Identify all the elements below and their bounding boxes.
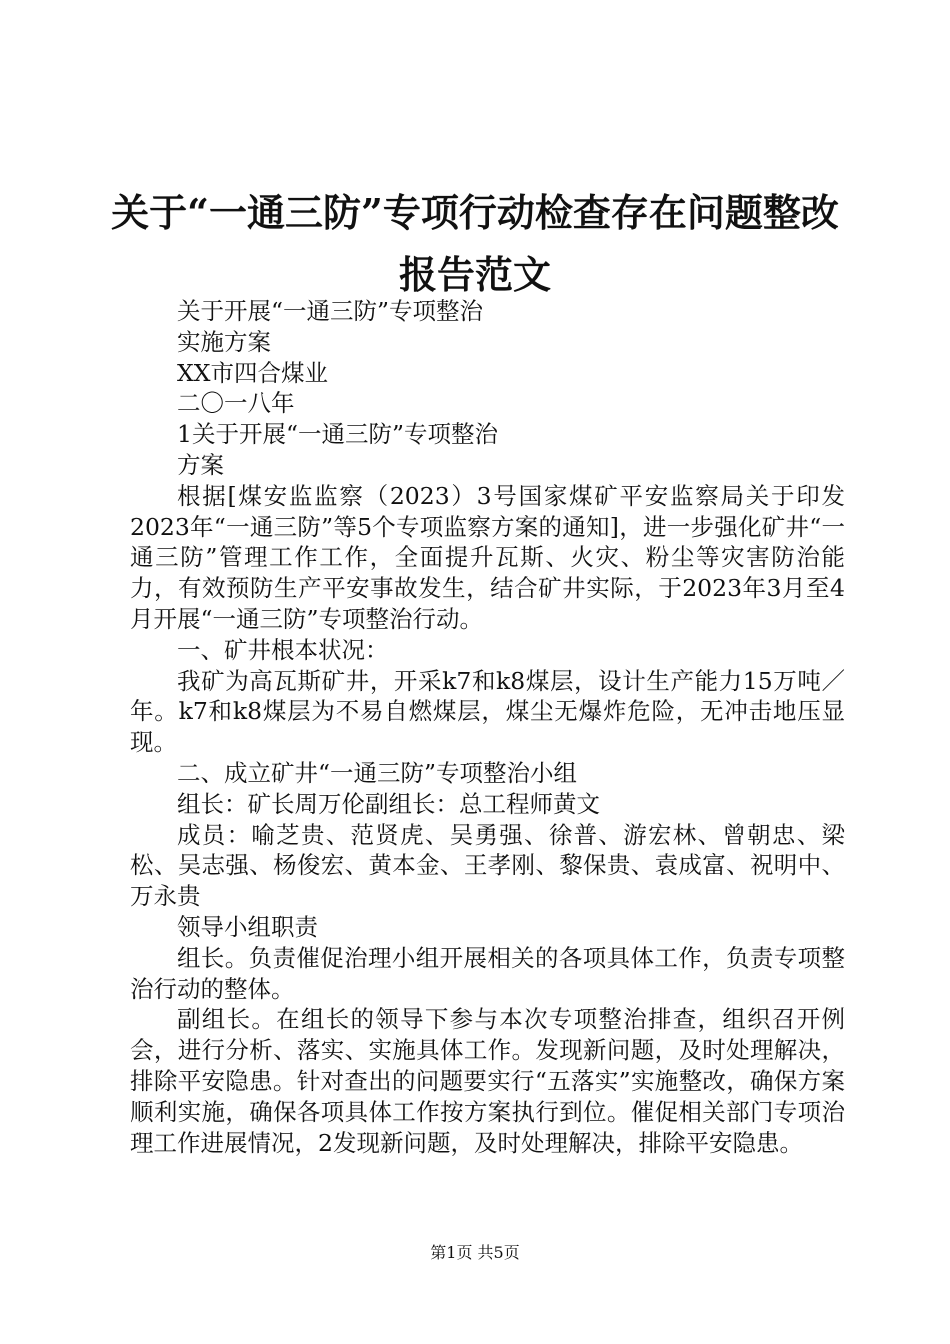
title-line-2: 报告范文 — [398, 252, 551, 297]
title-line-1: 关于“一通三防”专项行动检查存在问题整改 — [111, 190, 839, 235]
body-paragraph: 关于开展“一通三防”专项整治 — [177, 297, 484, 325]
document-body — [130, 296, 845, 1158]
body-paragraph: 方案 — [177, 450, 224, 479]
page-footer: 第1页 共5页 — [430, 1243, 520, 1262]
body-paragraph: 1关于开展“一通三防”专项整治 — [177, 420, 498, 449]
section-heading: 二、成立矿井“一通三防”专项整治小组 — [177, 758, 578, 787]
body-paragraph: 根据[煤安监监察（2023）3号国家煤矿平安监察局关于印发2023年“一通三防”等5个专项监察方案的通知]，进一步强化矿井“一通三防”管理工作工作，全面提升瓦斯、火灾、粉尘等灾害防治能力，有效预防生产平安事故发生，结合矿井实际，于2023年3月至4月开展“一通三防”专项整治行动。 — [130, 481, 845, 633]
body-paragraph: 二〇一八年 — [177, 389, 295, 418]
document-title — [40, 182, 910, 306]
body-paragraph: XX市四合煤业 — [177, 358, 328, 387]
body-paragraph: 成员：喻芝贵、范贤虎、吴勇强、徐普、游宏林、曾朝忠、梁松、吴志强、杨俊宏、黄本金、王孝刚、黎保贵、袁成富、祝明中、万永贵 — [130, 820, 845, 911]
body-paragraph: 领导小组职责 — [177, 912, 318, 941]
body-paragraph: 组长：矿长周万伦副组长：总工程师黄文 — [177, 789, 600, 818]
body-paragraph: 组长。负责催促治理小组开展相关的各项具体工作，负责专项整治行动的整体。 — [130, 943, 845, 1003]
body-paragraph: 我矿为高瓦斯矿井，开采k7和k8煤层，设计生产能力15万吨／年。k7和k8煤层为不易自燃煤层，煤尘无爆炸危险，无冲击地压显现。 — [130, 666, 845, 757]
body-paragraph: 实施方案 — [177, 327, 271, 356]
body-paragraph: 副组长。在组长的领导下参与本次专项整治排查，组织召开例会，进行分析、落实、实施具体工作。发现新问题，及时处理解决，排除平安隐患。针对查出的问题要实行“五落实”实施整改，确保方案顺利实施，确保各项具体工作按方案执行到位。催促相关部门专项治理工作进展情况，2发现新问题，及时处理解决，排除平安隐患。 — [130, 1005, 845, 1157]
section-heading: 一、矿井根本状况： — [177, 635, 389, 664]
